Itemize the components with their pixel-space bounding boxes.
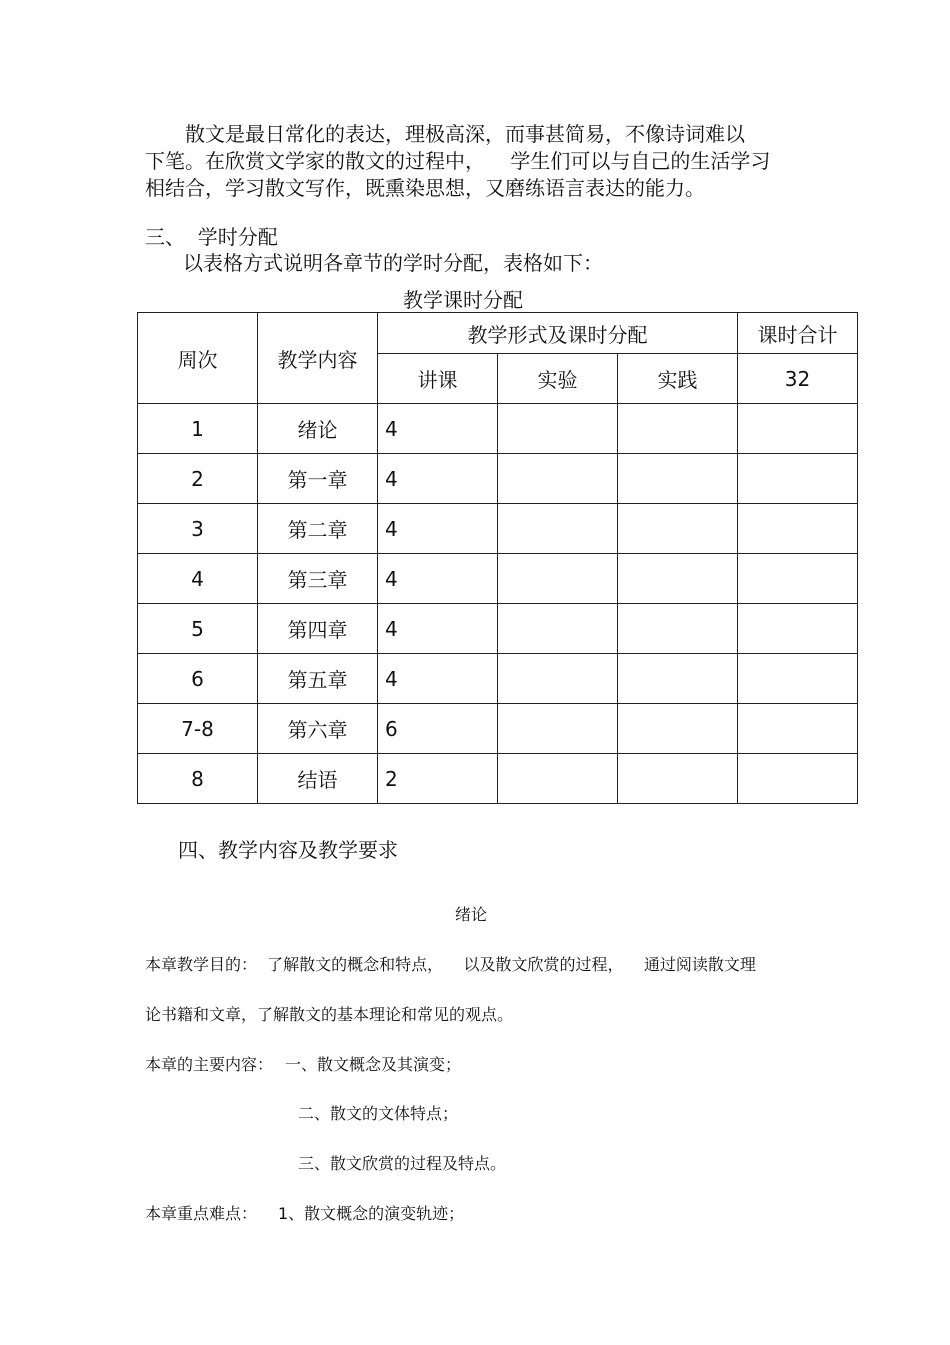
cell-total [738,504,858,554]
cell-content: 第六章 [258,704,378,754]
cell-experiment [498,704,618,754]
cell-content: 第五章 [258,654,378,704]
cell-content: 第二章 [258,504,378,554]
table-row [138,704,858,754]
main-content-label: 本章的主要内容： [145,1055,274,1074]
cell-week: 6 [138,654,258,704]
cell-practice [618,554,738,604]
section-heading-content: 四、教学内容及教学要求 [178,838,398,862]
hours-table [137,312,858,804]
intro-line: 下笔。在欣赏文学家的散文的过程中， 学生们可以与自己的生活学习 [145,149,771,173]
cell-week: 1 [138,404,258,454]
cell-total [738,554,858,604]
table-row [138,604,858,654]
cell-lecture: 4 [378,604,498,654]
key-points-item: 1、散文概念的演变轨迹； [278,1204,465,1223]
cell-week: 8 [138,754,258,804]
header-lecture: 讲课 [378,354,498,404]
key-points-label: 本章重点难点： [145,1204,258,1223]
cell-total [738,604,858,654]
main-content-item: 三、散文欣赏的过程及特点。 [298,1154,507,1173]
main-content-item: 一、散文概念及其演变； [285,1055,462,1074]
cell-total [738,454,858,504]
cell-experiment [498,404,618,454]
cell-practice [618,604,738,654]
table-row [138,404,858,454]
cell-week: 7-8 [138,704,258,754]
cell-experiment [498,754,618,804]
cell-lecture: 4 [378,654,498,704]
cell-lecture: 6 [378,704,498,754]
cell-experiment [498,554,618,604]
cell-total [738,654,858,704]
cell-practice [618,654,738,704]
chapter-objective-line: 论书籍和文章，了解散文的基本理论和常见的观点。 [145,1005,514,1024]
cell-practice [618,504,738,554]
cell-content: 第一章 [258,454,378,504]
cell-week: 3 [138,504,258,554]
cell-practice [618,704,738,754]
cell-content: 结语 [258,754,378,804]
section-text-hours: 以表格方式说明各章节的学时分配，表格如下： [183,251,603,275]
cell-total [738,754,858,804]
cell-week: 2 [138,454,258,504]
header-total: 课时合计 [738,313,858,354]
intro-line: 相结合，学习散文写作，既熏染思想，又磨练语言表达的能力。 [145,176,705,200]
table-row [138,754,858,804]
cell-lecture: 4 [378,554,498,604]
chapter-objective-line: 本章教学目的： 了解散文的概念和特点， 以及散文欣赏的过程， 通过阅读散文理 [145,955,756,974]
cell-lecture: 4 [378,504,498,554]
cell-week: 4 [138,554,258,604]
table-row [138,504,858,554]
cell-experiment [498,654,618,704]
header-content: 教学内容 [258,313,378,404]
cell-experiment [498,604,618,654]
cell-content: 绪论 [258,404,378,454]
cell-practice [618,754,738,804]
cell-lecture: 4 [378,454,498,504]
intro-line: 散文是最日常化的表达，理极高深，而事甚简易，不像诗词难以 [185,122,745,146]
cell-lecture: 4 [378,404,498,454]
cell-week: 5 [138,604,258,654]
table-row [138,654,858,704]
cell-practice [618,404,738,454]
header-week: 周次 [138,313,258,404]
cell-content: 第三章 [258,554,378,604]
total-value: 32 [738,354,858,404]
cell-practice [618,454,738,504]
main-content-item: 二、散文的文体特点； [298,1104,459,1123]
chapter-title: 绪论 [455,905,488,924]
cell-experiment [498,454,618,504]
cell-total [738,404,858,454]
cell-content: 第四章 [258,604,378,654]
table-row [138,454,858,504]
table-caption: 教学课时分配 [403,288,523,312]
header-form: 教学形式及课时分配 [378,313,738,354]
cell-total [738,704,858,754]
cell-experiment [498,504,618,554]
table-row [138,554,858,604]
header-practice: 实践 [618,354,738,404]
header-experiment: 实验 [498,354,618,404]
cell-lecture: 2 [378,754,498,804]
section-heading-hours: 三、 学时分配 [145,225,278,249]
